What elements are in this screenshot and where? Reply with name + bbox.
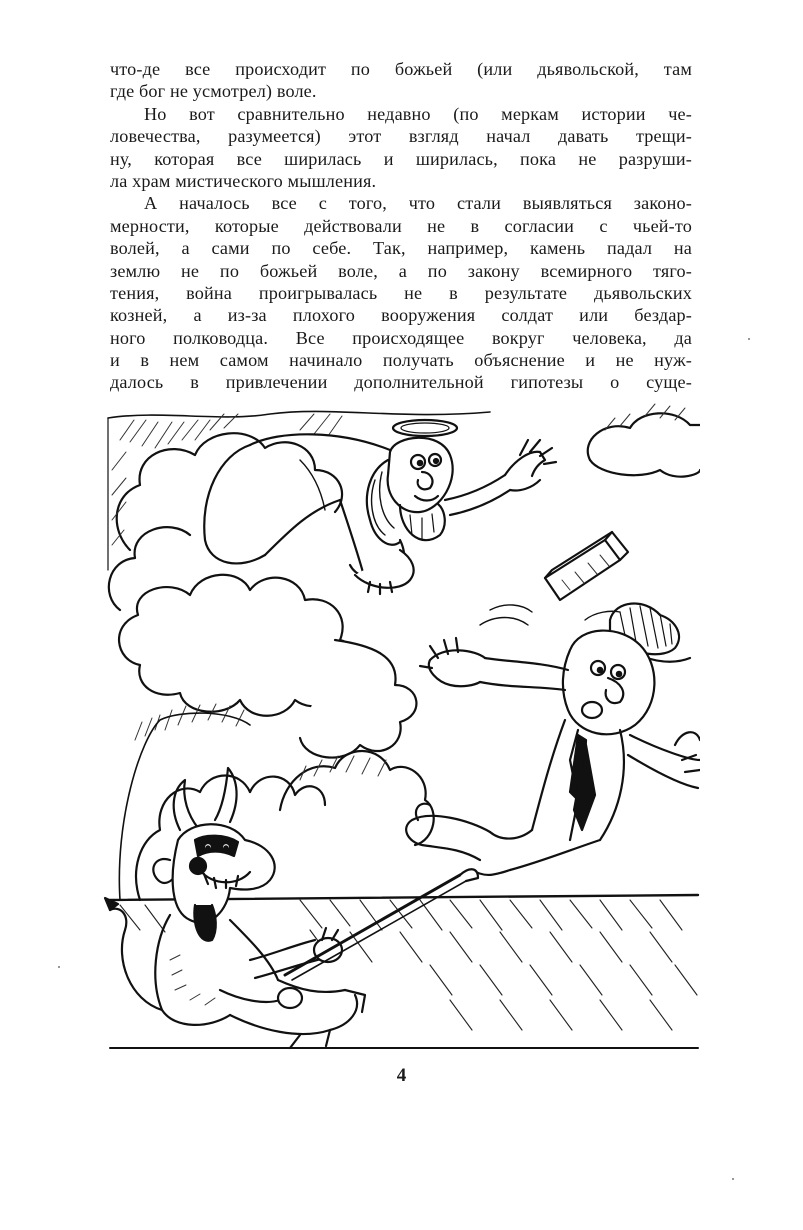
scan-speck <box>732 1178 734 1180</box>
text-line: А началось все с того, что стали выявляться законо- <box>144 193 692 214</box>
text-line: что-де все происходит по божьей (или дьявольской, там <box>110 59 692 79</box>
text-line: тения, война проигрывалась не в результате дьявольских <box>110 282 692 303</box>
text-line: ловечества, разумеется) этот взгляд начал давать трещи- <box>110 126 692 147</box>
page-number: 4 <box>396 1065 407 1086</box>
falling-brick-icon <box>545 532 628 600</box>
text-line: ну, которая все ширилась и ширилась, пока не разруши- <box>110 148 692 169</box>
scan-speck <box>748 338 750 340</box>
text-line: волей, а сами по себе. Так, например, камень падал на <box>110 238 692 259</box>
scan-speck <box>58 966 60 968</box>
body-text <box>110 58 692 394</box>
text-line: землю не по божьей воле, а по закону всемирного тяго- <box>110 260 692 281</box>
text-line: где бог не усмотрел) воле. <box>110 81 317 102</box>
text-line: козней, а из-за плохого вооружения солдат или бездар- <box>110 305 692 326</box>
cartoon-illustration <box>100 400 700 1052</box>
falling-man-icon <box>406 604 700 875</box>
angel-figure-icon <box>204 420 556 594</box>
text-line: ного полководца. Все происходящее вокруг человека, да <box>110 327 692 348</box>
text-line: далось в привлечении дополнительной гипотезы о суще- <box>110 372 692 393</box>
text-line: и в нем самом начинало получать объяснение и не нуж- <box>110 350 692 371</box>
text-line: мерности, которые действовали не в согласии с чьей-то <box>110 215 692 236</box>
text-line: Но вот сравнительно недавно (по меркам истории че- <box>144 103 692 124</box>
text-line: ла храм мистического мышления. <box>110 170 377 191</box>
